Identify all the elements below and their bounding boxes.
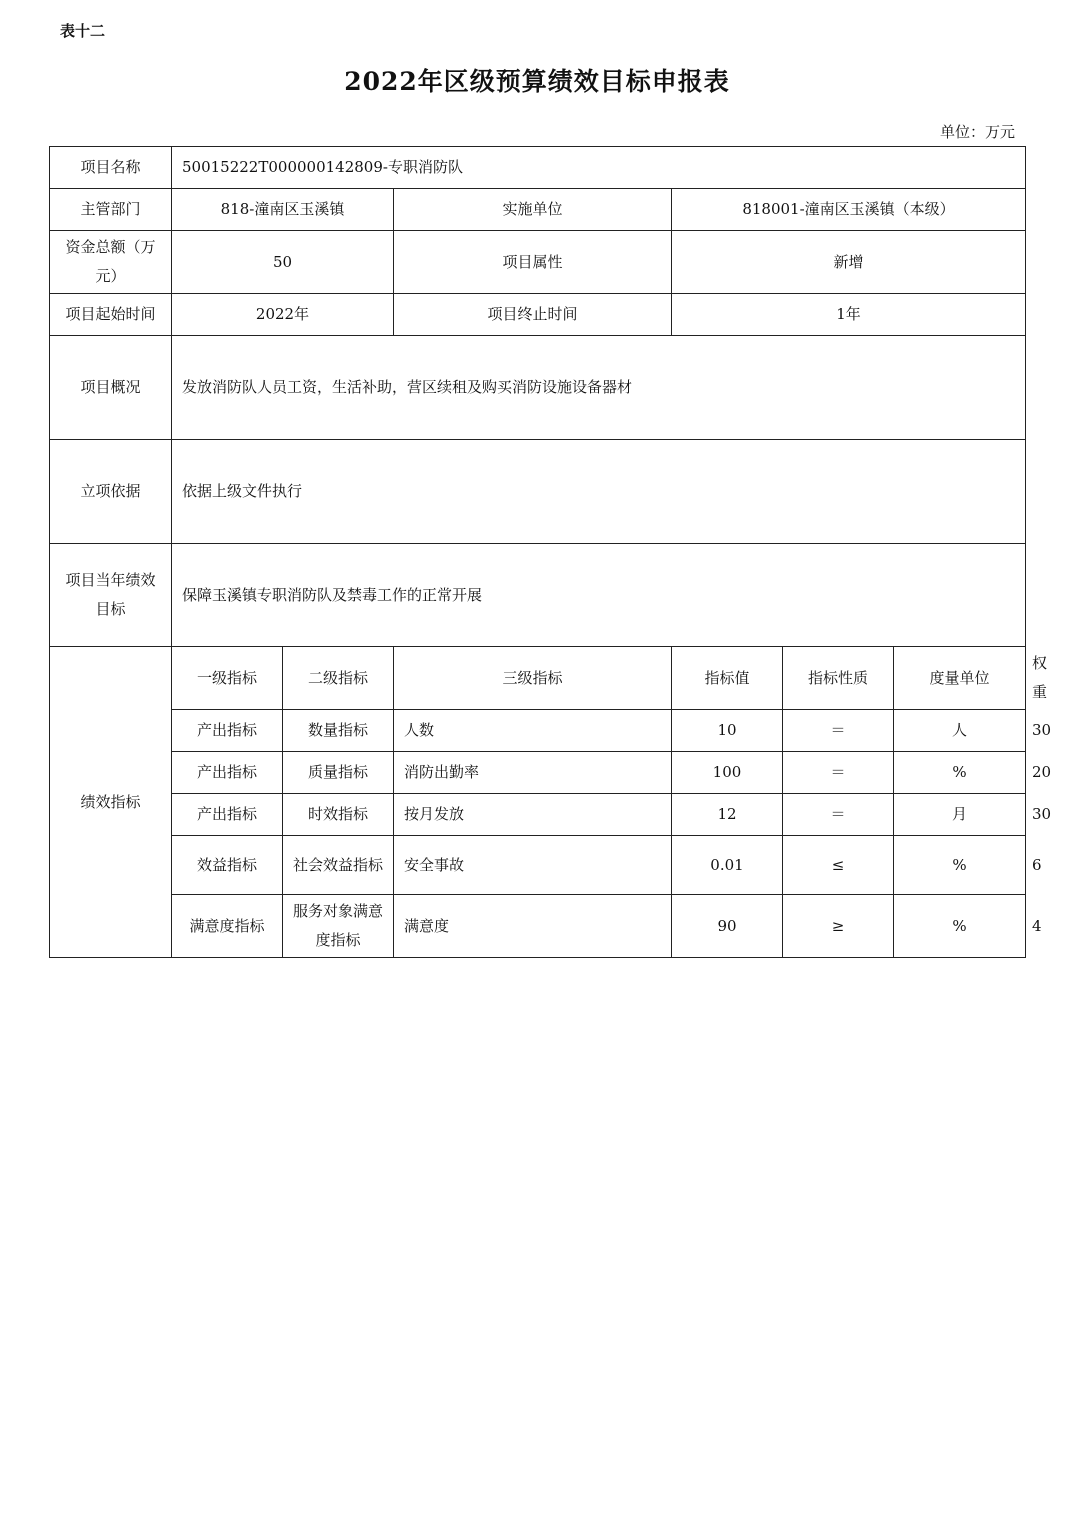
indicator-value: 100 bbox=[672, 752, 783, 794]
unit-label: 单位：万元 bbox=[939, 123, 1015, 141]
document-title: 2022年区级预算绩效目标申报表 bbox=[344, 67, 730, 96]
implementing-unit-label: 实施单位 bbox=[394, 189, 672, 231]
indicator-level1: 产出指标 bbox=[172, 794, 283, 836]
indicator-header-row: 绩效指标 一级指标 二级指标 三级指标 指标值 指标性质 度量单位 权重 bbox=[50, 647, 1026, 710]
end-time-value: 1年 bbox=[672, 294, 1026, 336]
indicator-nature: ≤ bbox=[783, 836, 894, 895]
department-value: 818-潼南区玉溪镇 bbox=[172, 189, 394, 231]
indicator-nature: ≥ bbox=[783, 895, 894, 958]
row-annual-goal bbox=[50, 544, 1026, 647]
indicator-unit: 月 bbox=[894, 794, 1026, 836]
indicator-row: 产出指标 数量指标 人数 10 ＝ 人 30 bbox=[50, 710, 1026, 752]
header-value: 指标值 bbox=[672, 647, 783, 710]
total-fund-value: 50 bbox=[172, 231, 394, 294]
indicator-row: 产出指标 质量指标 消防出勤率 100 ＝ % 20 bbox=[50, 752, 1026, 794]
indicator-unit: % bbox=[894, 836, 1026, 895]
implementing-unit-value: 818001-潼南区玉溪镇（本级） bbox=[672, 189, 1026, 231]
row-overview bbox=[50, 336, 1026, 440]
indicator-nature: ＝ bbox=[783, 752, 894, 794]
indicator-level1: 产出指标 bbox=[172, 752, 283, 794]
row-fund bbox=[50, 231, 1026, 294]
row-basis bbox=[50, 440, 1026, 544]
indicator-level2: 数量指标 bbox=[283, 710, 394, 752]
indicator-unit: % bbox=[894, 752, 1026, 794]
row-period bbox=[50, 294, 1026, 336]
indicator-level1: 满意度指标 bbox=[172, 895, 283, 958]
indicator-value: 10 bbox=[672, 710, 783, 752]
indicator-unit: % bbox=[894, 895, 1026, 958]
row-project-name bbox=[50, 147, 1026, 189]
indicator-level2: 质量指标 bbox=[283, 752, 394, 794]
project-name-value: 50015222T000000142809-专职消防队 bbox=[172, 147, 1026, 189]
indicator-nature: ＝ bbox=[783, 710, 894, 752]
budget-performance-table bbox=[49, 146, 1052, 958]
indicator-level1: 效益指标 bbox=[172, 836, 283, 895]
row-department bbox=[50, 189, 1026, 231]
total-fund-label: 资金总额（万元） bbox=[50, 231, 172, 294]
overview-value: 发放消防队人员工资，生活补助，营区续租及购买消防设施设备器材 bbox=[172, 336, 1026, 440]
table-number-label: 表十二 bbox=[60, 22, 106, 40]
indicator-row: 满意度指标 服务对象满意度指标 满意度 90 ≥ % 4 bbox=[50, 895, 1026, 958]
project-attribute-value: 新增 bbox=[672, 231, 1026, 294]
header-unit: 度量单位 bbox=[894, 647, 1026, 710]
indicator-level2: 时效指标 bbox=[283, 794, 394, 836]
start-time-label: 项目起始时间 bbox=[50, 294, 172, 336]
project-name-label: 项目名称 bbox=[50, 147, 172, 189]
indicator-level3: 消防出勤率 bbox=[394, 752, 672, 794]
indicator-row: 产出指标 时效指标 按月发放 12 ＝ 月 30 bbox=[50, 794, 1026, 836]
header-level2: 二级指标 bbox=[283, 647, 394, 710]
end-time-label: 项目终止时间 bbox=[394, 294, 672, 336]
indicator-level3: 人数 bbox=[394, 710, 672, 752]
overview-label: 项目概况 bbox=[50, 336, 172, 440]
indicator-level3: 满意度 bbox=[394, 895, 672, 958]
indicator-unit: 人 bbox=[894, 710, 1026, 752]
project-attribute-label: 项目属性 bbox=[394, 231, 672, 294]
indicator-level2: 社会效益指标 bbox=[283, 836, 394, 895]
indicator-value: 12 bbox=[672, 794, 783, 836]
indicator-level1: 产出指标 bbox=[172, 710, 283, 752]
header-level1: 一级指标 bbox=[172, 647, 283, 710]
start-time-value: 2022年 bbox=[172, 294, 394, 336]
indicator-level2: 服务对象满意度指标 bbox=[283, 895, 394, 958]
basis-label: 立项依据 bbox=[50, 440, 172, 544]
indicator-value: 90 bbox=[672, 895, 783, 958]
indicator-row: 效益指标 社会效益指标 安全事故 0.01 ≤ % 6 bbox=[50, 836, 1026, 895]
department-label: 主管部门 bbox=[50, 189, 172, 231]
indicator-level3: 安全事故 bbox=[394, 836, 672, 895]
annual-goal-label: 项目当年绩效目标 bbox=[50, 544, 172, 647]
performance-indicators-label: 绩效指标 bbox=[50, 647, 172, 958]
indicator-nature: ＝ bbox=[783, 794, 894, 836]
header-level3: 三级指标 bbox=[394, 647, 672, 710]
basis-value: 依据上级文件执行 bbox=[172, 440, 1026, 544]
indicator-value: 0.01 bbox=[672, 836, 783, 895]
header-nature: 指标性质 bbox=[783, 647, 894, 710]
indicator-level3: 按月发放 bbox=[394, 794, 672, 836]
annual-goal-value: 保障玉溪镇专职消防队及禁毒工作的正常开展 bbox=[172, 544, 1026, 647]
